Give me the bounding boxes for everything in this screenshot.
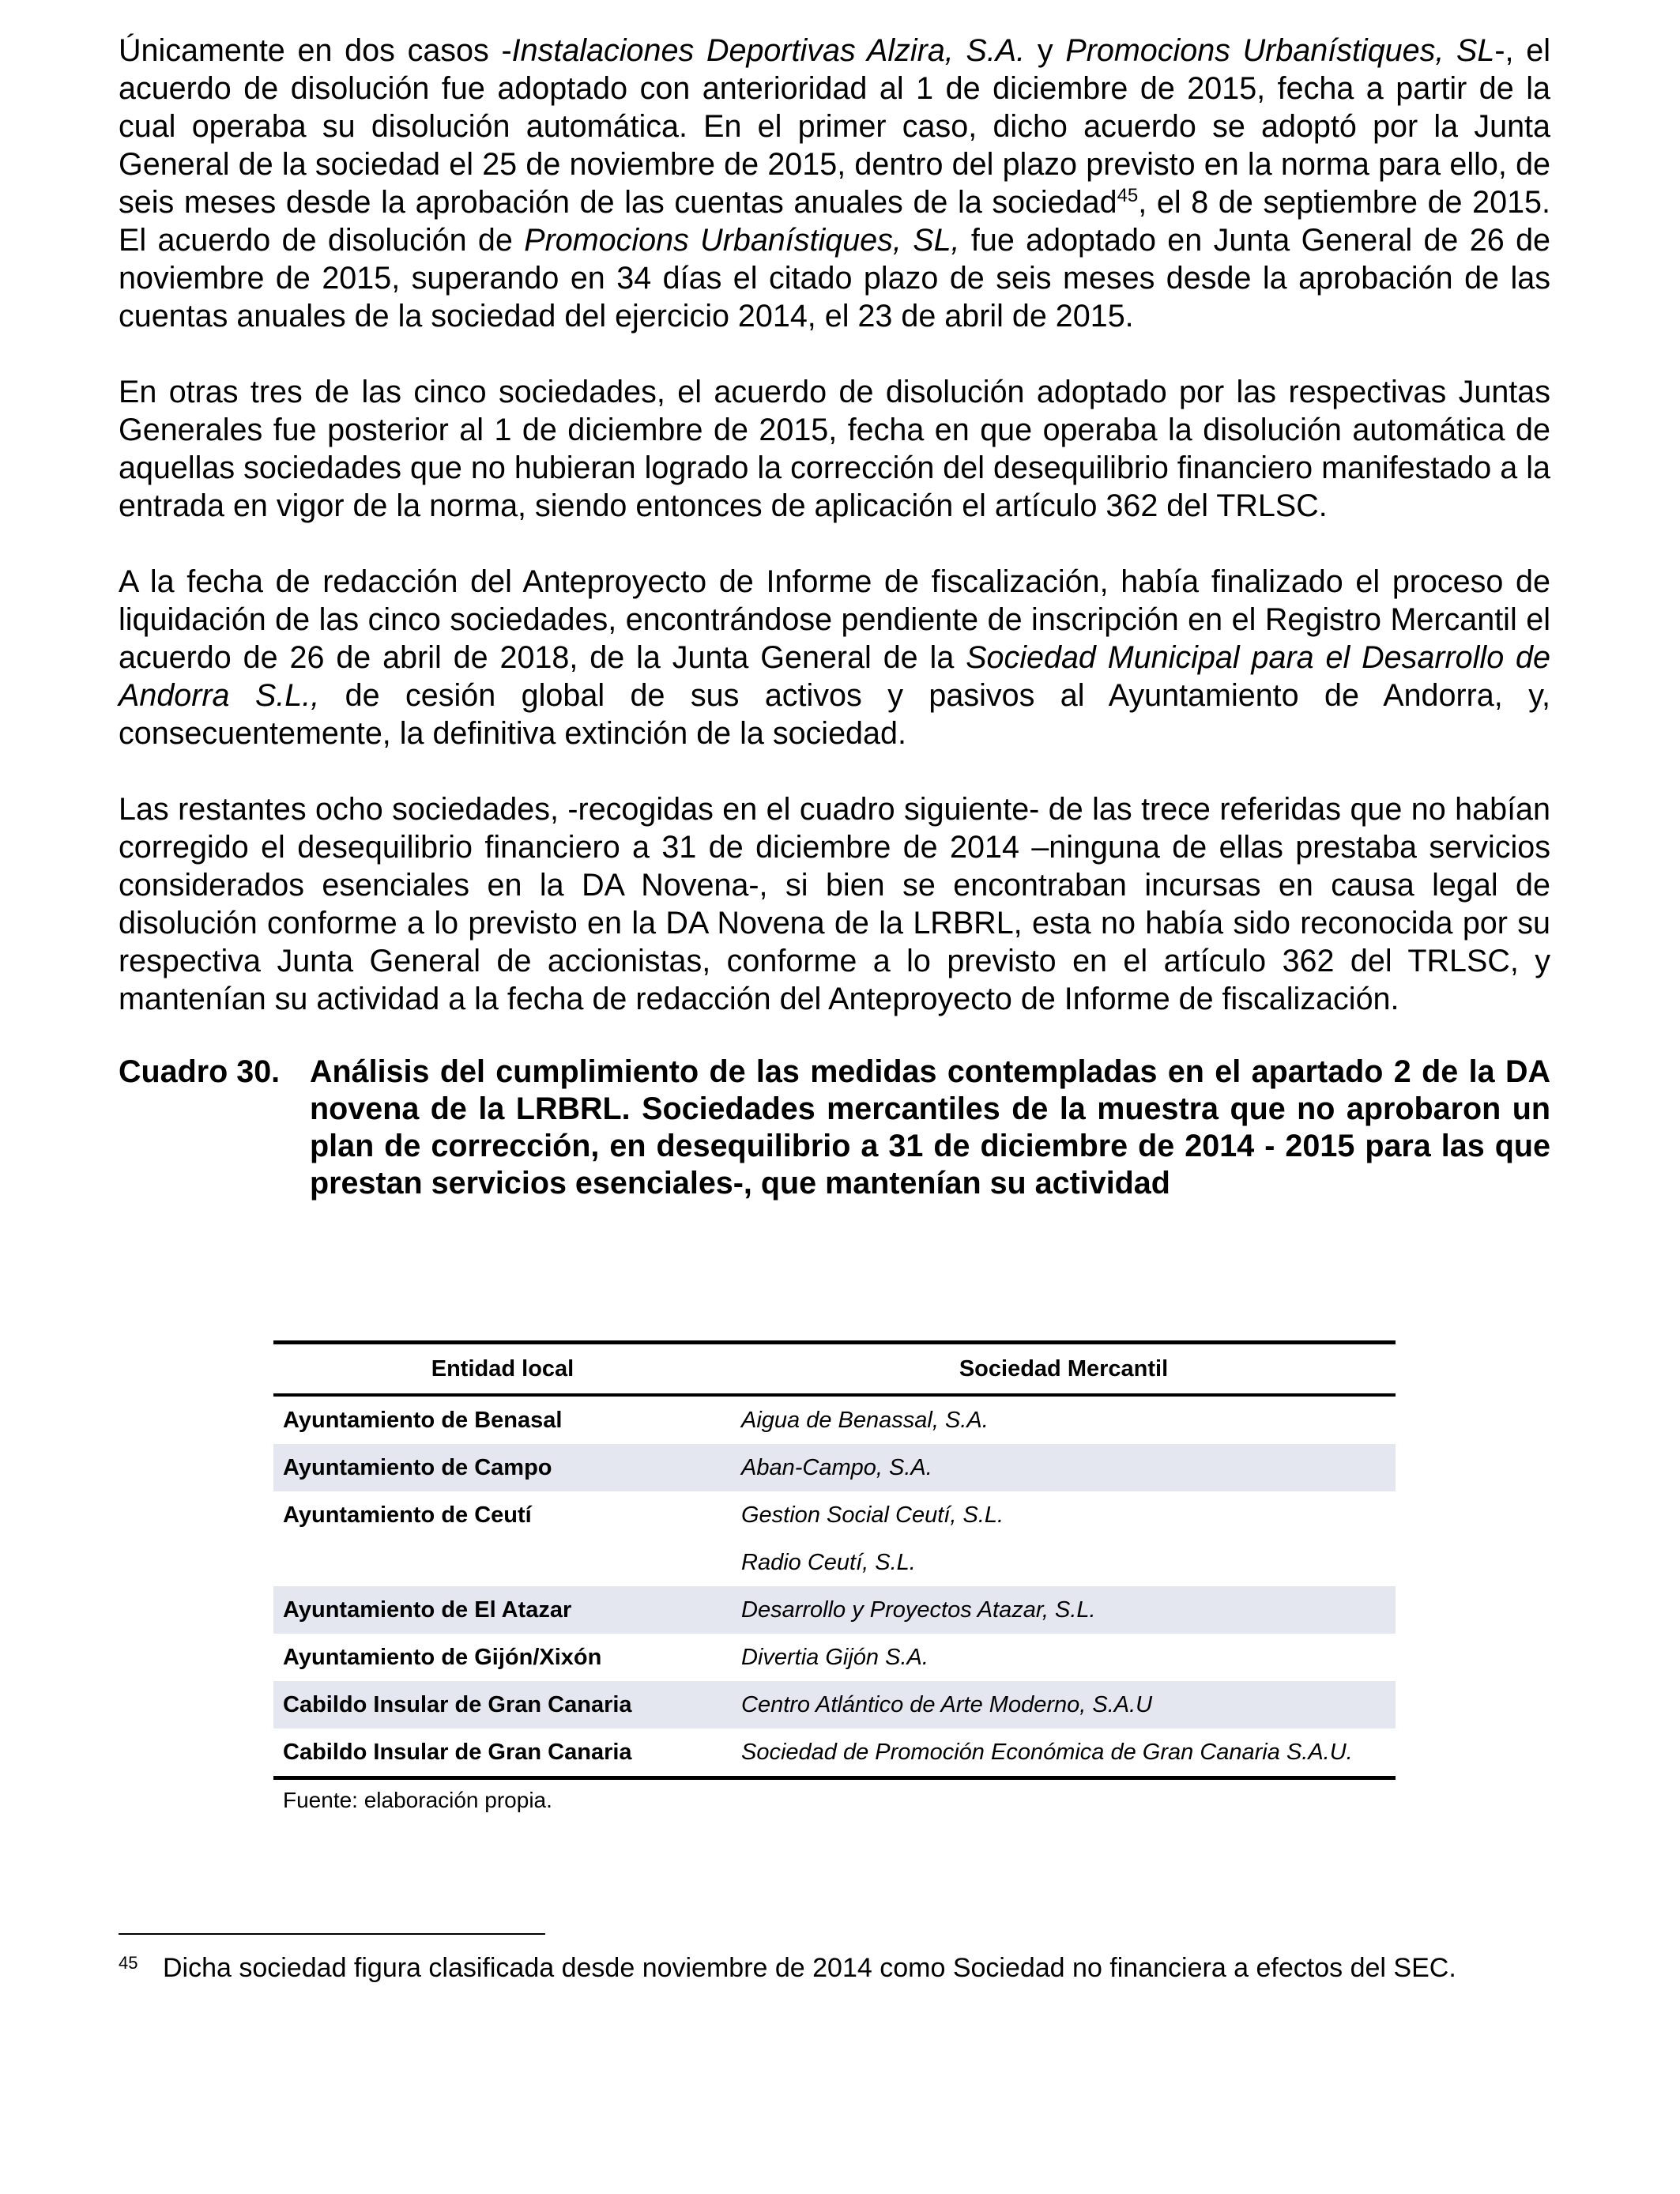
paragraph-3 [119, 563, 1550, 752]
table-source: Fuente: elaboración propia. [283, 1788, 552, 1812]
company-cell: Divertia Gijón S.A. [741, 1644, 929, 1670]
table-row [273, 1395, 1396, 1444]
entity-cell: Ayuntamiento de Benasal [283, 1407, 563, 1433]
p1-text-e: -, el acuerdo de disolución fue adoptado con anterioridad al 1 de diciembre de 2015, fecha a partir de la cual operaba su disolución automática. En el primer caso, dicho acuerdo se adoptó por la Junta General de la sociedad el 25 de noviembre de 2015, dentro del plazo previsto en la norma para ello, de seis meses desde la aprobación de las cuentas anuales de la sociedad [119, 33, 1550, 220]
p3-text-c: de cesión global de sus activos y pasivos al Ayuntamiento de Andorra, y, consecuentemente, la definitiva extinción de la sociedad. [119, 678, 1550, 751]
table-row [273, 1444, 1396, 1491]
p3-text-a: A la fecha de redacción del Anteproyecto de Informe de fiscalización, había finalizado el proceso de liquidación de las cinco sociedades, encontrándose pendiente de inscripción en el Registro Mercantil el acuerdo de 26 de abril de 2018, de la Junta General de la [119, 564, 1550, 675]
p3-company-andorra: Sociedad Municipal para el Desarrollo de Andorra S.L., [119, 640, 1550, 713]
company-cell: Desarrollo y Proyectos Atazar, S.L. [732, 1586, 1396, 1634]
entity-cell: Ayuntamiento de Ceutí [283, 1502, 532, 1528]
table-row [273, 1586, 1396, 1634]
entity-cell: Ayuntamiento de Gijón/Xixón [283, 1644, 602, 1670]
entity-cell: Ayuntamiento de El Atazar [273, 1586, 732, 1634]
paragraph-4: Las restantes ocho sociedades, -recogidas en el cuadro siguiente- de las trece referidas que no habían corregido el desequilibrio financiero a 31 de diciembre de 2014 –ninguna de ellas prestaba servicios considerados esenciales en la DA Novena-, si bien se encontraban incursas en causa legal de disolución conforme a lo previsto en la DA Novena de la LRBRL, esta no había sido reconocida por su respectiva Junta General de accionistas, conforme a lo previsto en el artículo 362 del TRLSC, y mantenían su actividad a la fecha de redacción del Anteproyecto de Informe de fiscalización. [119, 792, 1550, 1016]
paragraph-1 [119, 32, 1550, 335]
table-row [273, 1681, 1396, 1728]
p1-company-promocions: Promocions Urbanístiques, SL [1065, 33, 1495, 68]
company-cell: Gestion Social Ceutí, S.L. [741, 1502, 1004, 1528]
company-cell: Sociedad de Promoción Económica de Gran Canaria S.A.U. [732, 1728, 1396, 1778]
p1-text-c: y [1025, 33, 1066, 68]
company-cell: Centro Atlántico de Arte Moderno, S.A.U [732, 1681, 1396, 1728]
entity-cell [273, 1539, 732, 1586]
p1-text-a: Únicamente en dos casos - [119, 33, 512, 68]
table-caption [119, 1054, 1550, 1202]
footnote-number: 45 [119, 1953, 138, 1973]
company-cell: Aban-Campo, S.A. [732, 1444, 1396, 1491]
p1-company-alzira: Instalaciones Deportivas Alzira, S.A. [511, 33, 1026, 68]
table-row [273, 1491, 1396, 1539]
paragraph-2: En otras tres de las cinco sociedades, el acuerdo de disolución adoptado por las respectivas Juntas Generales fue posterior al 1 de diciembre de 2015, fecha en que operaba la disolución automática de aquellas sociedades que no hubieran logrado la corrección del desequilibrio financiero manifestado a la entrada en vigor de la norma, siendo entonces de aplicación el artículo 362 del TRLSC. [119, 375, 1550, 523]
header-sociedad-mercantil: Sociedad Mercantil [732, 1343, 1396, 1396]
footnote-text: Dicha sociedad figura clasificada desde noviembre de 2014 como Sociedad no financiera a efectos del SEC. [163, 1953, 1456, 1983]
entity-cell: Cabildo Insular de Gran Canaria [273, 1681, 732, 1728]
company-cell: Radio Ceutí, S.L. [741, 1549, 916, 1575]
table-row [273, 1728, 1396, 1778]
header-entidad-local: Entidad local [273, 1343, 732, 1396]
p1-company-promocions-2: Promocions Urbanístiques, SL, [524, 223, 960, 258]
caption-text: Análisis del cumplimiento de las medidas contempladas en el apartado 2 de la DA novena de la LRBRL. Sociedades mercantiles de la muestra que no aprobaron un plan de corrección, en desequilibrio a 31 de diciembre de 2014 - 2015 para las que prestan servicios esenciales-, que mantenían su actividad [310, 1054, 1550, 1201]
table-row [273, 1539, 1396, 1586]
entity-cell: Ayuntamiento de Campo [273, 1444, 732, 1491]
entity-cell: Cabildo Insular de Gran Canaria [273, 1728, 732, 1778]
caption-number: Cuadro 30. [119, 1054, 281, 1089]
table-row [273, 1634, 1396, 1681]
page-body [119, 32, 1550, 1202]
companies-table [273, 1340, 1396, 1780]
table-header-row [273, 1343, 1396, 1396]
company-cell: Aigua de Benassal, S.A. [741, 1407, 989, 1433]
footnote-ref-45[interactable]: 45 [1117, 184, 1139, 206]
footnote-45 [119, 1951, 1456, 1985]
p1-text-f: , el 8 de septiembre de 2015. El acuerdo de disolución de [119, 185, 1551, 258]
p1-text-h: fue adoptado en Junta General de 26 de noviembre de 2015, superando en 34 días el citado plazo de seis meses desde la aprobación de las cuentas anuales de la sociedad del ejercicio 2014, el 23 de abril de 2015. [119, 223, 1551, 334]
footnote-divider [119, 1933, 545, 1935]
